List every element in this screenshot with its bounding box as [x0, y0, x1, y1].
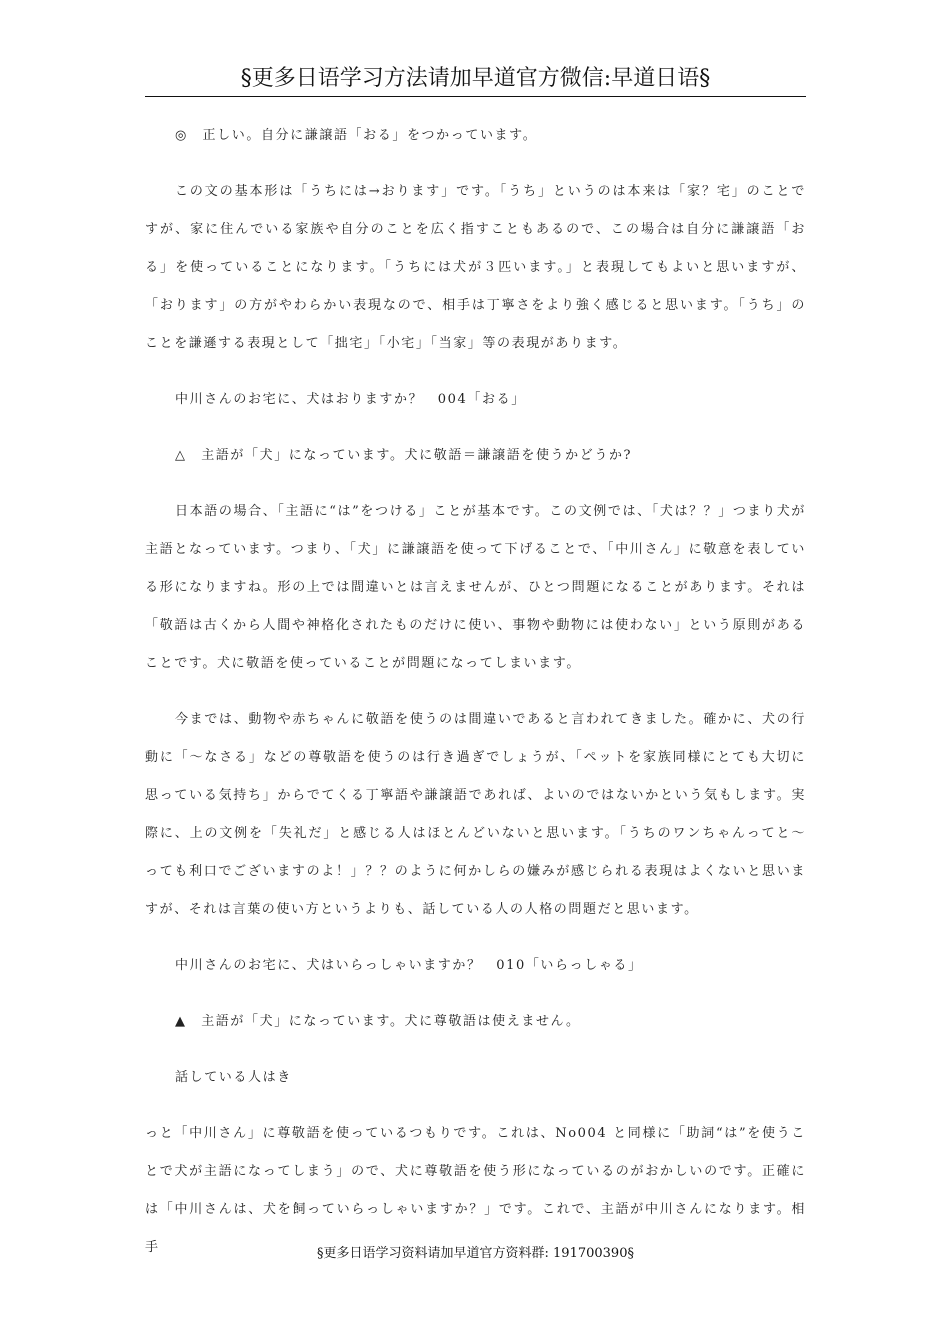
page-header-title: §更多日语学习方法请加早道官方微信:早道日语§: [240, 66, 711, 91]
paragraph-5: 日本語の場合、「主語に“は”をつける」ことが基本です。この文例では、「犬は？？」つまり犬が主語となっています。つまり、「犬」に謙譲語を使って下げることで、「中川さん」に敬意を表している形になりますね。形の上では間違いとは言えませんが、ひとつ問題になることがあります。それは「敬語は古くから人間や神格化されたものだけに使い、事物や動物には使わない」という原則があることです。犬に敬語を使っていることが問題になってしまいます。: [145, 504, 806, 671]
paragraph-3: 中川さんのお宅に、犬はおりますか？ 004「おる」: [175, 392, 526, 407]
paragraph-6: 今までは、動物や赤ちゃんに敬語を使うのは間違いであると言われてきました。確かに、犬の行動に「～なさる」などの尊敬語を使うのは行き過ぎでしょうが、「ペットを家族同様にとても大切に思っている気持ち」からでてくる丁寧語や謙譲語であれば、よいのではないかという気もします。実際に、上の文例を「失礼だ」と感じる人はほとんどいないと思います。「うちのワンちゃんってと～っても利口でございますのよ！」？？のように何かしらの嫌みが感じられる表現はよくないと思いますが、それは言葉の使い方というよりも、話している人の人格の問題だと思います。: [145, 712, 806, 917]
paragraph-9: 話している人はき: [175, 1070, 292, 1085]
paragraph-7: 中川さんのお宅に、犬はいらっしゃいますか？ 010「いらっしゃる」: [175, 958, 643, 973]
paragraph-1: ◎ 正しい。自分に謙譲語「おる」をつかっています。: [175, 128, 538, 143]
paragraph-2: この文の基本形は「うちには→おります」です。「うち」というのは本来は「家？宅」のことですが、家に住んでいる家族や自分のことを広く指すこともあるので、この場合は自分に謙譲語「おる」を使っていることになります。「うちには犬が３匹います。」と表現してもよいと思いますが、「おります」の方がやわらかい表現なので、相手は丁寧さをより強く感じると思います。「うち」のことを謙遜する表現として「拙宅」「小宅」「当家」等の表現があります。: [145, 184, 806, 351]
page-footer: §更多日语学习资料请加早道官方资料群: 191700390§: [317, 1246, 634, 1261]
paragraph-4: △ 主語が「犬」になっています。犬に敬語＝謙譲語を使うかどうか?: [175, 448, 633, 463]
header-divider: [145, 96, 806, 97]
paragraph-8: ▲ 主語が「犬」になっています。犬に尊敬語は使えません。: [175, 1014, 581, 1029]
document-body: [145, 117, 806, 1285]
paragraph-10: っと「中川さん」に尊敬語を使っているつもりです。これは、No004 と同様に「助詞“は”を使うことで犬が主語になってしまう」ので、犬に尊敬語を使う形になっているのがおかしいのです。正確には「中川さんは、犬を飼っていらっしゃいますか？」です。これで、主語が中川さんになります。相手: [145, 1126, 806, 1255]
